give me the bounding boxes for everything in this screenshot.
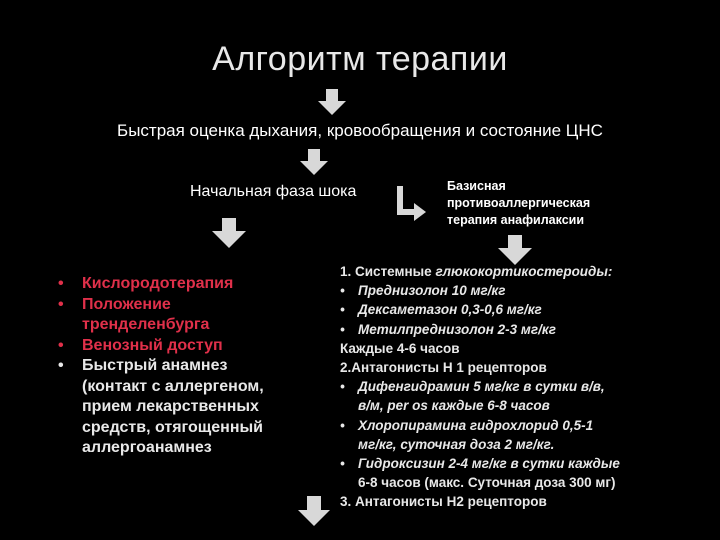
arrow-down-icon (318, 89, 346, 115)
list-item: • Метилпреднизолон 2-3 мг/кг (340, 321, 556, 337)
arrow-down-icon (298, 496, 330, 526)
list-item: • Хлоропирамина гидрохлорид 0,5-1 (340, 417, 594, 433)
arrow-down-icon (498, 235, 532, 265)
list-item: • Венозный доступ (58, 336, 223, 354)
list-item: мг/кг, суточная доза 2 мг/кг. (358, 436, 555, 452)
basic-therapy-list (340, 262, 710, 512)
list-item: 6-8 часов (макс. Суточная доза 300 мг) (358, 475, 616, 491)
page-title: Алгоритм терапии (212, 40, 508, 78)
basic-therapy-label: Базисная противоаллергическая терапия анафилаксии (447, 179, 591, 227)
list-item: 2.Антагонисты Н 1 рецепторов (340, 360, 547, 376)
list-item: в/м, per os каждые 6-8 часов (358, 398, 550, 414)
list-item: • Дексаметазон 0,3-0,6 мг/кг (340, 302, 542, 318)
list-item: • Преднизолон 10 мг/кг (340, 283, 506, 299)
list-item: • Положение тренделенбурга (58, 295, 210, 333)
arrow-right-turn-icon (396, 186, 426, 222)
list-item: 1. Системные глюкокортикостероиды: (340, 264, 613, 279)
list-item: 3. Антагонисты Н2 рецепторов (340, 494, 547, 510)
list-item: Каждые 4-6 часов (340, 340, 460, 356)
arrow-down-icon (300, 149, 328, 175)
arrow-down-icon (212, 218, 246, 248)
list-item: • Быстрый анамнез (контакт с аллергеном, прием лекарственных средств, отягощенный аллергоанамнез (58, 357, 264, 456)
assessment-step: Быстрая оценка дыхания, кровообращения и состояние ЦНС (117, 121, 603, 140)
initial-phase-step: Начальная фаза шока (190, 183, 357, 200)
list-item: • Дифенгидрамин 5 мг/кг в сутки в/в, (340, 379, 605, 395)
list-item: • Кислородотерапия (58, 275, 234, 292)
list-item: • Гидроксизин 2-4 мг/кг в сутки каждые (340, 456, 620, 472)
initial-measures-list (58, 274, 328, 459)
